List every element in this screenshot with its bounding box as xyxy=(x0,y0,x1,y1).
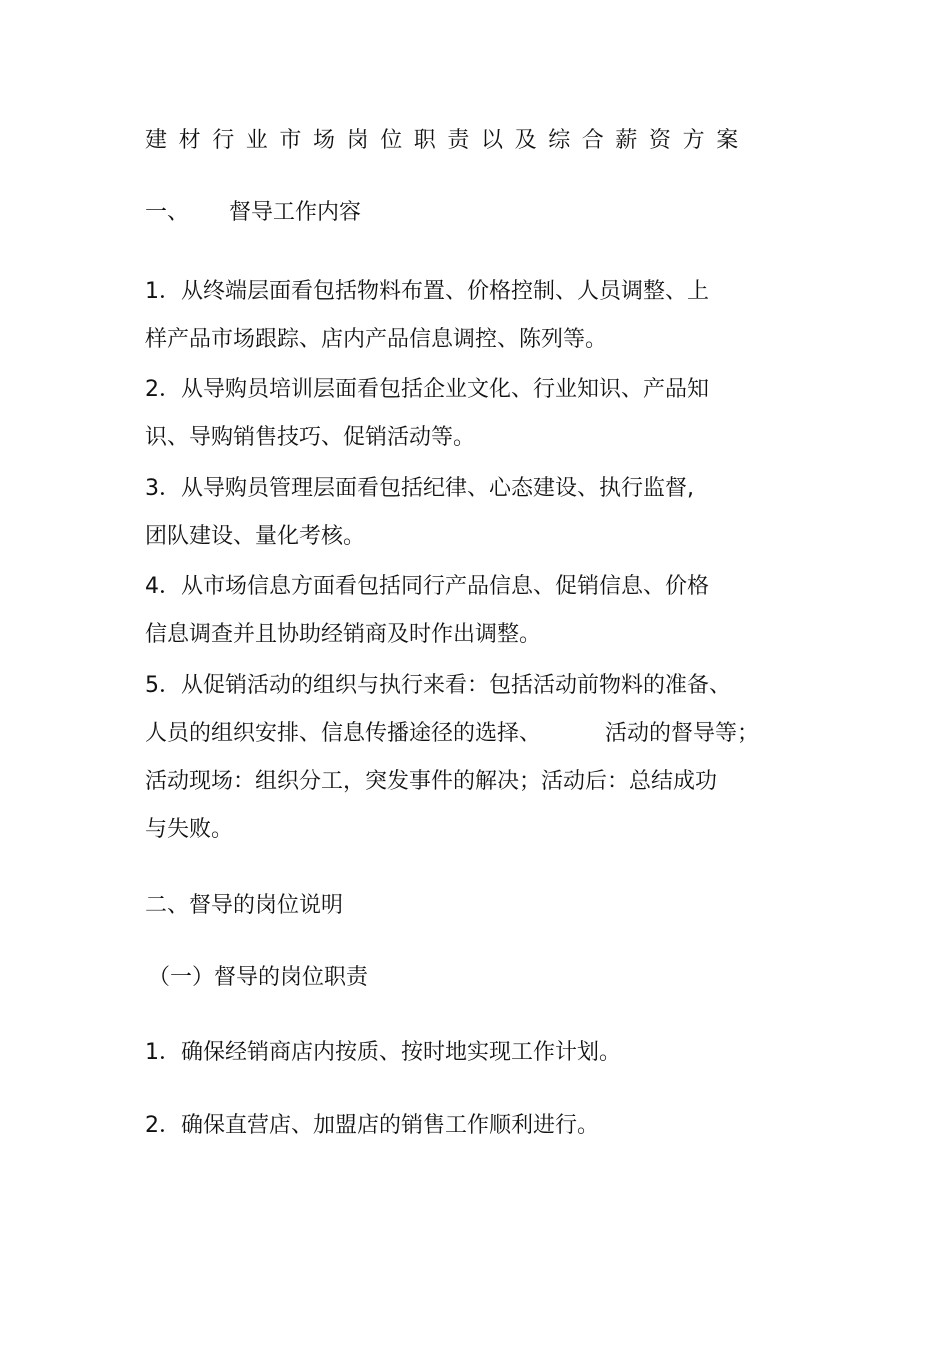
paragraph-item-3 xyxy=(145,465,694,561)
section-title: 督导工作内容 xyxy=(229,200,362,225)
paragraph-item-1 xyxy=(145,268,709,364)
paragraph-line: 识、导购销售技巧、促销活动等。 xyxy=(145,425,476,450)
list-item: 1．确保经销商店内按质、按时地实现工作计划。 xyxy=(145,1040,621,1065)
paragraph-line: 团队建设、量化考核。 xyxy=(145,524,366,549)
paragraph-line: 1．从终端层面看包括物料布置、价格控制、人员调整、上 xyxy=(145,279,709,304)
section-heading-1 xyxy=(145,197,361,229)
list-item: 2．确保直营店、加盟店的销售工作顺利进行。 xyxy=(145,1113,599,1138)
paragraph-line: 活动现场：组织分工，突发事件的解决；活动后：总结成功 xyxy=(145,769,718,794)
paragraph-line xyxy=(145,710,759,758)
document-title: 建材行业市场岗位职责以及综合薪资方案 xyxy=(145,128,750,153)
paragraph-line: 样产品市场跟踪、店内产品信息调控、陈列等。 xyxy=(145,327,608,352)
paragraph-line: 与失败。 xyxy=(145,817,234,842)
subsection-heading: （一）督导的岗位职责 xyxy=(148,965,369,990)
paragraph-item-2 xyxy=(145,366,709,462)
paragraph-line: 2．从导购员培训层面看包括企业文化、行业知识、产品知 xyxy=(145,377,709,402)
section-number: 一、 xyxy=(145,200,190,225)
paragraph-item-5 xyxy=(145,662,759,854)
paragraph-line: 4．从市场信息方面看包括同行产品信息、促销信息、价格 xyxy=(145,574,709,599)
paragraph-line: 信息调查并且协助经销商及时作出调整。 xyxy=(145,622,542,647)
paragraph-segment: 人员的组织安排、信息传播途径的选择、 xyxy=(145,721,542,746)
paragraph-segment: 活动的督导等； xyxy=(605,721,760,746)
paragraph-item-4 xyxy=(145,563,709,659)
section-heading-2: 二、督导的岗位说明 xyxy=(145,893,344,918)
paragraph-line: 3．从导购员管理层面看包括纪律、心态建设、执行监督, xyxy=(145,476,694,501)
paragraph-line: 5．从促销活动的组织与执行来看：包括活动前物料的准备、 xyxy=(145,673,731,698)
